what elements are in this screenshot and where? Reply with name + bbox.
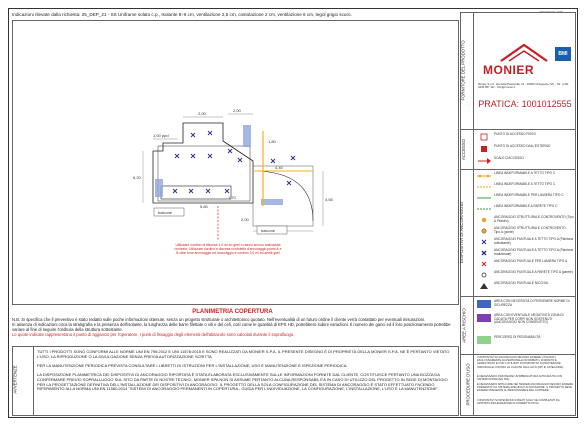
legend-dispositivo-6: ANCORAGGIO STRUTTURALE CONTROVENTO - Tipo A (ponte) — [477, 226, 574, 237]
warnings-side-label-box — [13, 347, 34, 415]
legend-accesso-3: SCALE D'ACCESSO — [477, 156, 574, 167]
warning-3: LA DISPOSIZIONE PLANIMETRICA DEI DISPOSITIVI DI ANCORAGGIO RIPORTATA È STATA ELABORATA ESCLUSIVAMENTE SULLE INFORMAZIONI FORNITE DAL CLIENTE, COSTITUISCE PERTANTO UNA BOZZA DA CONFERMARE PREVIO SOPRALLUOGO SUL SITO DA PARTE DI NOSTRI TECNICI. MONIER SPA NON SI ASSUME PERTANTO ALCUNA RESPONSABILITÀ IN CASO DI UTILIZZO DEL PROGETTO IN SEDE DI MONTAGGIO PER LA PROGETTAZIONE DEFINITIVA DELL'INSTALLAZIONE DEI DISPOSITIVI DI ANCORAGGIO. IL PROGETTO DELLA SOLA CONFIGURAZIONE DEL SISTEMA DI ANCORAGGIO È STATO EFFETTUATO FACENDO RIFERIMENTO ALLA NORMA UNI EN 11560:2014 "SISTEMI DI ANCORAGGIO PERMANENTI IN COPERTURA - GUIDA PER L'INDIVIDUAZIONE, LA CONFIGURAZIONE, L'INSTALLAZIONE, L'USO E LA MANUTENZIONE". — [37, 372, 448, 392]
legend-dispositivo-7: ANCORAGGIO PUNTUALE A TETTO TIPO A (Piantona sottostante) — [477, 237, 574, 248]
label-dim-580: 5,80 — [200, 204, 208, 209]
legend-area-3: PERCORSO DI PEDONABILITÀ — [477, 335, 574, 346]
note-1: N.B. Si specifica che il preventivo è stato redatto sulle poche informazioni ottenute, senza un progetto strutturale o architettonico quotato. Nell'eventualità di un futuro ordine il cliente verrà contattato per eventuali misurazioni. — [12, 317, 426, 322]
company-address: Monier S.p.A. Via della Pastorella, 21 - 36060 Chiuppano (VI) - Tel. (+39) 0445 857 111 - info@monier.it — [478, 82, 569, 90]
anchor-markers — [173, 131, 295, 193]
section-accesso — [474, 130, 575, 170]
label-dim-100: 1,00 ppd — [153, 133, 169, 138]
legend-accesso-2: PUNTO DI ACCESSO DALL'ESTERNO — [477, 144, 574, 155]
section-procedure-label-box — [461, 355, 474, 415]
section-fornitore-label: FORNITORE DEL PRODOTTO — [460, 40, 466, 101]
bmi-logo: BMI — [555, 47, 571, 61]
legend-dispositivo-3: LINEA INDEFORMABILE PER LAMIERA TIPO C — [494, 193, 564, 197]
legend-dispositivo-2: LINEA INDEFORMABILE A TETTO TIPO C — [494, 182, 556, 186]
legend-dispositivo-9: ANCORAGGIO PUNTUALE PER LAMIERA TIPO A — [477, 259, 574, 270]
legend-accesso-1: PUNTO DI ACCESSO FISSO — [477, 132, 574, 143]
section-dispositivi-label-box — [461, 170, 474, 297]
section-accesso-label-box — [461, 130, 474, 170]
note-3: Le quote indicate rappresentano il punto di aggancio per l'operatore. I punti di fissaggio degli elementi dell'abitacolo sono calcolati durante il sopralluogo. — [12, 332, 295, 337]
brand-logo — [477, 43, 573, 79]
procedure-2: È NECESSARIO INDOSSARE UN'IMBRACATURA ANTICADUTA CON SISTEMI IDONEI (EN 361). — [477, 375, 563, 382]
warnings-side-label: AVVERTENZE — [12, 365, 18, 394]
legend-dispositivo-1: LINEA INDEFORMABILE A TETTO TIPO C — [477, 171, 574, 182]
legend-dispositivo-8: ANCORAGGIO PUNTUALE A TETTO TIPO A (Piantone tradizionale) — [477, 248, 574, 259]
procedure-4: I DISPOSITIVI SI INTENDONO FISSATI SOLO SE COMPLETATI DA APPOSITA DICHIARAZIONE DI CORRETTA POSA. — [477, 399, 560, 406]
label-dim-200b: 2,00 — [233, 108, 241, 113]
legend-area-2: AREA CON EVENTUALE NEGATIVITÀ ZONA DI CADUTA PER CORPI NON SOSTENUTI (ANCORAGGIO NON CONSENTITO) — [477, 313, 574, 324]
section-aree — [474, 297, 575, 355]
roof-plan-drawing — [12, 20, 459, 305]
label-balcone-1: balcone — [158, 210, 173, 215]
label-balcone-2: balcone — [261, 228, 276, 233]
label-dim-200c: 2,00 — [241, 217, 249, 222]
roof-logo-icon — [499, 43, 549, 63]
section-dispositivi-label: DISPOSITIVI DI ANCORAGGIO — [459, 201, 465, 264]
section-accesso-label: ACCESSO — [461, 138, 467, 161]
document-id: 0001/00201-2025 — [539, 10, 563, 14]
roof-plan-svg — [13, 21, 458, 304]
legend-dispositivo-11: ANCORAGGIO PUNTUALE NICCHIA — [477, 281, 574, 292]
label-dim-455: 4,55 — [325, 197, 333, 202]
procedure-1: I DISPOSITIVI DI ANCORAGGIO DEVONO ESSERE UTILIZZATI ESCLUSIVAMENTE DA PERSONALE INFORMATO, FORMATO E ADDESTRATO E CON L'UTILIZZO DI DISPOSITIVI DI PROTEZIONE INDIVIDUALE CONTRO LE CADUTE DALL'ALTO (DPI III CATEGORIA). — [477, 356, 564, 369]
dispositivi-list — [474, 170, 575, 297]
section-aree-label-box — [461, 297, 474, 355]
legend-dispositivo-5: ANCORAGGIO STRUTTURALE CONTROVENTO (Tipo A Pilastro) — [477, 215, 574, 226]
label-dim-180: 1,80 — [268, 139, 276, 144]
hatch-area-3 — [261, 199, 283, 205]
legend-dispositivo-10: ANCORAGGIO PUNTUALE A PARETE TIPO A (parete) — [477, 270, 574, 281]
plan-title: PLANIMETRIA COPERTURA — [192, 309, 273, 315]
section-fornitore-label-box — [461, 13, 474, 130]
roof-section-left — [158, 146, 250, 201]
technical-sheet — [8, 8, 578, 418]
hatch-area-1 — [243, 125, 251, 147]
note-2: In assenza di indicazioni circa la stratigrafia e la presenza dell'isolante, la lunghezza delle barre filettate o viti e del celi, così come le quantità di EPS HD, potrebbero subire variazioni. Il numero dei ganci ed il loro posizionamento potrebbe variare al fine di seguire l'orditura della struttura sottostante. — [12, 322, 451, 332]
section-procedure — [474, 355, 575, 415]
red-note: Utilizzare cordino di discesa 1,0 ml ed girel o rasoio ad uso anticaduta richiesto. Utilizzare cordino e discesa cordoletto d'ancoraggio punto A e B oltre fune ancoraggio ed ancoraggio e cordino 3,0 ml ed anelli girel — [174, 243, 282, 256]
legend-dispositivo-4: LINEA INDEFORMABILE A PARETE TIPO C — [494, 204, 558, 208]
warning-2: PER LA MANUTENZIONE PERIODICA PREVISTA CONSULTARE I LIBRETTI DI ISTRUZIONI PER L'INSTALLAZIONE, USO E MANUTENZIONE E ISPEZIONE PERIODICA. — [37, 363, 348, 368]
label-dim-620: 6,20 — [133, 175, 141, 180]
warnings-block — [12, 346, 459, 416]
section-procedure-label: PROCEDURE D'USO — [465, 363, 471, 406]
label-dim-170: 1,70 — [228, 195, 236, 200]
header-text: Indicazioni rilevate dalla richiesta: 25_DEP_21 - SS Uniframe solato c.p., Isolante 8÷6 cm, ventilazione 2,5 cm, costolazione 2 cm, ventilazione 6 cm, tegol grigio scuro. — [12, 12, 352, 17]
legend-column — [460, 12, 576, 416]
label-dim-440: 4,40 — [275, 165, 283, 170]
notes-block — [12, 317, 459, 337]
pratica-number: PRATICA: 1001012555 — [478, 99, 572, 109]
section-aree-label: AREE A RISCHIO — [461, 308, 467, 343]
roof-hip-left — [161, 186, 231, 199]
procedure-3: È NECESSARIO APPLICARE NEI TENDER ANCORAGGIO DEVONO ESSERE PRESENTATI AL SISTEMA SPECIFICO IN DOTAZIONE. IL PROGETTO DEVE ESSERE PRESENTE AL RESPONSABILE DEL CANTIERE. — [477, 383, 573, 393]
label-dim-200a: 2,00 — [198, 111, 206, 116]
legend-area-1: AREA CON NECESSITÀ DI PERVENIRE NORME DI SICUREZZA — [477, 299, 574, 310]
brand-name: MONIER — [483, 63, 534, 77]
hatch-area-2 — [155, 179, 163, 197]
warning-1: TUTTI I PRODOTTI SONO CONFORMI ALLE NORME UNI EN 795:2012 E UNI 11578:2015 E SONO REALIZZATI DA MONIER S.P.A. IL PRESENTE DISEGNO È DI PROPRIETÀ DELLA MONIER S.P.A. NE È PERTANTO VIETATO L'USO, LA RIPRODUZIONE O LA DIVULGAZIONE SENZA PREVIA AUTORIZZAZIONE SCRITTA. — [37, 349, 450, 359]
